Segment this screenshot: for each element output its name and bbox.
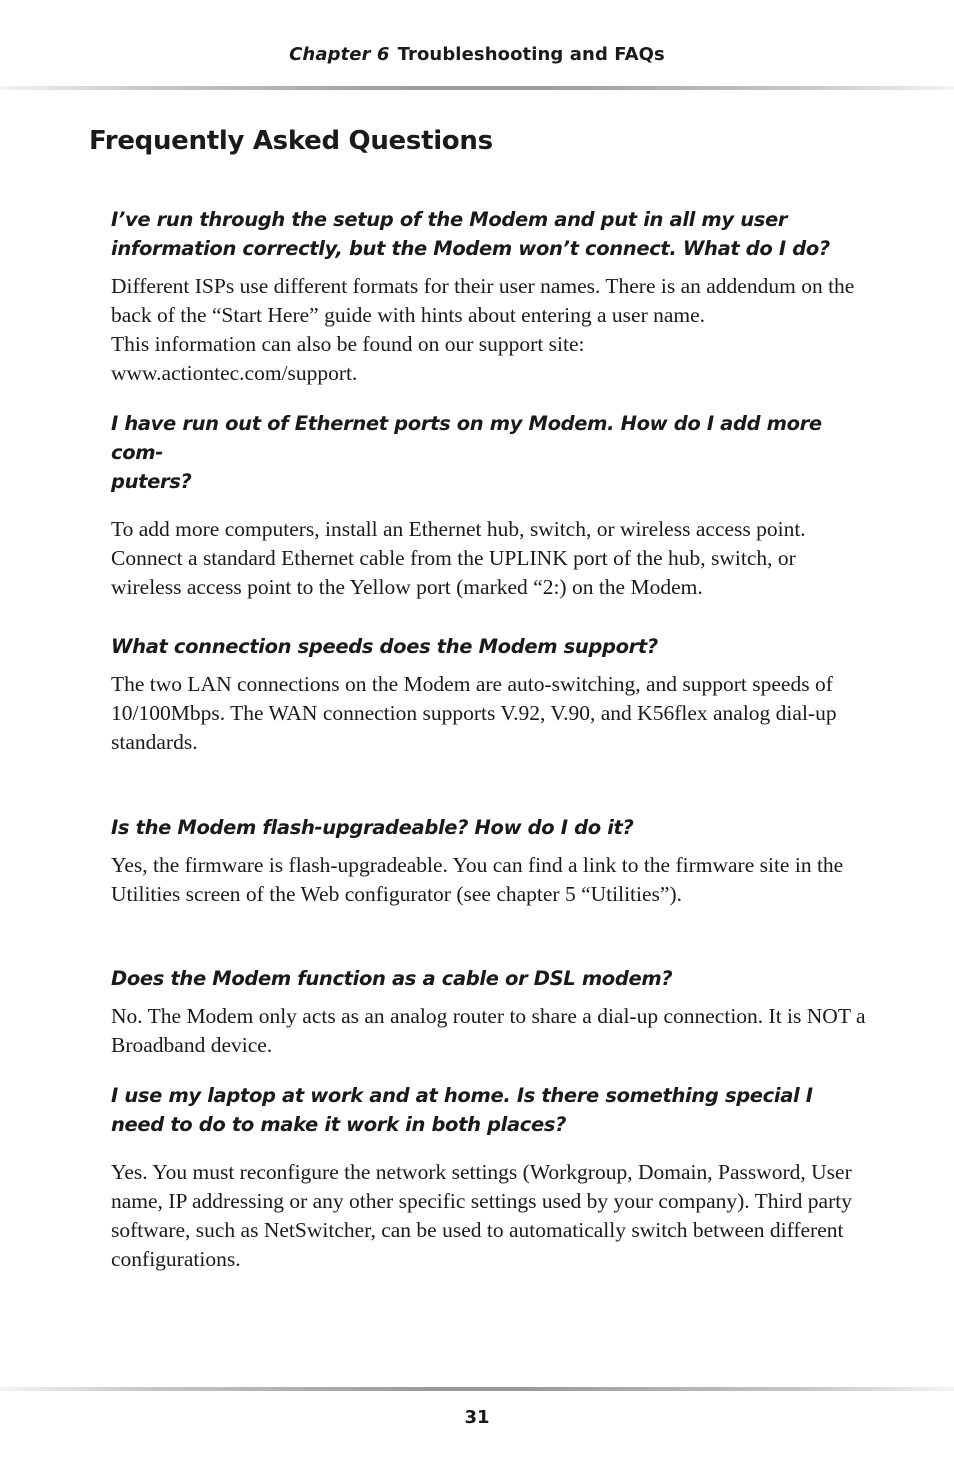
faq-answer: No. The Modem only acts as an analog router to share a dial-up connection. It is NOT a Broadband device. [111,1004,866,1057]
faq-item [111,205,871,388]
chapter-label: Chapter 6 [289,44,390,65]
faq-answer: Different ISPs use different formats for their user names. There is an addendum on the back of the “Start Here” guide with hints about entering a user name. This information can also be found on our support site: www.actiontec.com/support. [111,274,855,385]
faq-item [111,813,871,909]
faq-item [111,632,871,757]
page-number: 31 [464,1407,490,1428]
faq-item [111,964,871,1060]
faq-answer: Yes, the firmware is flash-upgradeable. You can find a link to the firmware site in the Utilities screen of the Web configurator (see chapter 5 “Utilities”). [111,853,844,906]
faq-question: What connection speeds does the Modem support? [111,635,658,658]
faq-question: I’ve run through the setup of the Modem and put in all my user information correctly, but the Modem won’t connect. What do I do? [111,208,830,260]
footer-divider [0,1387,954,1391]
faq-item [111,1081,871,1274]
chapter-title: Troubleshooting and FAQs [397,44,665,65]
faq-question: Is the Modem flash-upgradeable? How do I do it? [111,816,634,839]
faq-answer: To add more computers, install an Ethernet hub, switch, or wireless access point. Connect a standard Ethernet cable from the UPLINK port of the hub, switch, or wireless access point to the Yellow port (marked “2:) on the Modem. [111,517,806,599]
faq-question: I have run out of Ethernet ports on my Modem. How do I add more com- puters? [111,412,822,493]
header-divider [0,86,954,90]
faq-answer: The two LAN connections on the Modem are auto-switching, and support speeds of 10/100Mbps. The WAN connection supports V.92, V.90, and K56flex analog dial-up standards. [111,672,837,754]
running-header [0,44,954,65]
faq-answer: Yes. You must reconfigure the network settings (Workgroup, Domain, Password, User name, IP addressing or any other specific settings used by your company). Third party software, such as NetSwitcher, can be used to automatically switch between different configurations. [111,1160,852,1271]
faq-question: Does the Modem function as a cable or DSL modem? [111,967,673,990]
page-title: Frequently Asked Questions [89,126,493,156]
faq-question: I use my laptop at work and at home. Is there something special I need to do to make it work in both places? [111,1084,813,1136]
faq-item [111,409,871,602]
